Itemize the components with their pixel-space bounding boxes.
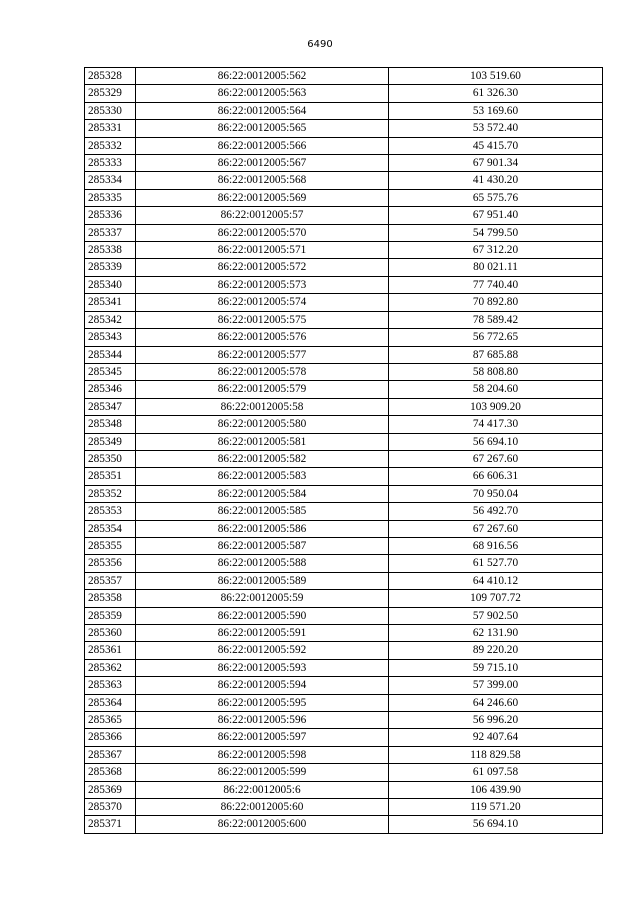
table-row xyxy=(85,363,603,380)
row-number-cell: 285352 xyxy=(85,485,136,502)
table-row xyxy=(85,172,603,189)
table-row xyxy=(85,572,603,589)
row-number-cell: 285369 xyxy=(85,781,136,798)
value-cell: 103 909.20 xyxy=(389,398,603,415)
table-row xyxy=(85,764,603,781)
value-cell: 92 407.64 xyxy=(389,729,603,746)
row-number-cell: 285329 xyxy=(85,85,136,102)
value-cell: 64 410.12 xyxy=(389,572,603,589)
table-row xyxy=(85,799,603,816)
cadastral-number-cell: 86:22:0012005:583 xyxy=(136,468,389,485)
value-cell: 80 021.11 xyxy=(389,259,603,276)
row-number-cell: 285330 xyxy=(85,102,136,119)
row-number-cell: 285365 xyxy=(85,712,136,729)
table-row xyxy=(85,398,603,415)
row-number-cell: 285351 xyxy=(85,468,136,485)
cadastral-number-cell: 86:22:0012005:591 xyxy=(136,625,389,642)
cadastral-number-cell: 86:22:0012005:589 xyxy=(136,572,389,589)
row-number-cell: 285354 xyxy=(85,520,136,537)
row-number-cell: 285366 xyxy=(85,729,136,746)
table-row xyxy=(85,294,603,311)
row-number-cell: 285370 xyxy=(85,799,136,816)
value-cell: 64 246.60 xyxy=(389,694,603,711)
table-row xyxy=(85,242,603,259)
cadastral-number-cell: 86:22:0012005:576 xyxy=(136,329,389,346)
row-number-cell: 285337 xyxy=(85,224,136,241)
table-row xyxy=(85,276,603,293)
cadastral-number-cell: 86:22:0012005:594 xyxy=(136,677,389,694)
row-number-cell: 285358 xyxy=(85,590,136,607)
value-cell: 56 996.20 xyxy=(389,712,603,729)
table-row xyxy=(85,503,603,520)
registry-table-body xyxy=(85,68,603,834)
table-row xyxy=(85,746,603,763)
value-cell: 87 685.88 xyxy=(389,346,603,363)
table-row xyxy=(85,329,603,346)
cadastral-number-cell: 86:22:0012005:586 xyxy=(136,520,389,537)
cadastral-number-cell: 86:22:0012005:562 xyxy=(136,68,389,85)
cadastral-number-cell: 86:22:0012005:564 xyxy=(136,102,389,119)
cadastral-number-cell: 86:22:0012005:575 xyxy=(136,311,389,328)
row-number-cell: 285361 xyxy=(85,642,136,659)
row-number-cell: 285331 xyxy=(85,120,136,137)
row-number-cell: 285367 xyxy=(85,746,136,763)
cadastral-number-cell: 86:22:0012005:587 xyxy=(136,537,389,554)
row-number-cell: 285328 xyxy=(85,68,136,85)
row-number-cell: 285364 xyxy=(85,694,136,711)
table-row xyxy=(85,68,603,85)
cadastral-number-cell: 86:22:0012005:569 xyxy=(136,189,389,206)
row-number-cell: 285332 xyxy=(85,137,136,154)
row-number-cell: 285335 xyxy=(85,189,136,206)
row-number-cell: 285342 xyxy=(85,311,136,328)
table-row xyxy=(85,381,603,398)
cadastral-number-cell: 86:22:0012005:590 xyxy=(136,607,389,624)
cadastral-number-cell: 86:22:0012005:572 xyxy=(136,259,389,276)
value-cell: 59 715.10 xyxy=(389,659,603,676)
row-number-cell: 285360 xyxy=(85,625,136,642)
value-cell: 78 589.42 xyxy=(389,311,603,328)
table-row xyxy=(85,450,603,467)
row-number-cell: 285349 xyxy=(85,433,136,450)
cadastral-number-cell: 86:22:0012005:574 xyxy=(136,294,389,311)
cadastral-number-cell: 86:22:0012005:593 xyxy=(136,659,389,676)
value-cell: 74 417.30 xyxy=(389,416,603,433)
row-number-cell: 285353 xyxy=(85,503,136,520)
row-number-cell: 285368 xyxy=(85,764,136,781)
cadastral-number-cell: 86:22:0012005:592 xyxy=(136,642,389,659)
row-number-cell: 285357 xyxy=(85,572,136,589)
row-number-cell: 285343 xyxy=(85,329,136,346)
value-cell: 58 808.80 xyxy=(389,363,603,380)
table-row xyxy=(85,520,603,537)
cadastral-number-cell: 86:22:0012005:58 xyxy=(136,398,389,415)
value-cell: 56 694.10 xyxy=(389,816,603,833)
table-row xyxy=(85,537,603,554)
row-number-cell: 285359 xyxy=(85,607,136,624)
value-cell: 67 901.34 xyxy=(389,155,603,172)
table-row xyxy=(85,659,603,676)
table-row xyxy=(85,781,603,798)
table-row xyxy=(85,625,603,642)
value-cell: 65 575.76 xyxy=(389,189,603,206)
cadastral-number-cell: 86:22:0012005:588 xyxy=(136,555,389,572)
table-row xyxy=(85,224,603,241)
value-cell: 61 326.30 xyxy=(389,85,603,102)
cadastral-number-cell: 86:22:0012005:597 xyxy=(136,729,389,746)
row-number-cell: 285345 xyxy=(85,363,136,380)
value-cell: 103 519.60 xyxy=(389,68,603,85)
value-cell: 45 415.70 xyxy=(389,137,603,154)
table-row xyxy=(85,416,603,433)
value-cell: 70 950.04 xyxy=(389,485,603,502)
cadastral-number-cell: 86:22:0012005:596 xyxy=(136,712,389,729)
table-row xyxy=(85,311,603,328)
row-number-cell: 285334 xyxy=(85,172,136,189)
row-number-cell: 285350 xyxy=(85,450,136,467)
row-number-cell: 285346 xyxy=(85,381,136,398)
value-cell: 62 131.90 xyxy=(389,625,603,642)
table-row xyxy=(85,207,603,224)
value-cell: 66 606.31 xyxy=(389,468,603,485)
cadastral-number-cell: 86:22:0012005:563 xyxy=(136,85,389,102)
row-number-cell: 285339 xyxy=(85,259,136,276)
cadastral-number-cell: 86:22:0012005:585 xyxy=(136,503,389,520)
value-cell: 56 694.10 xyxy=(389,433,603,450)
value-cell: 41 430.20 xyxy=(389,172,603,189)
value-cell: 53 572.40 xyxy=(389,120,603,137)
value-cell: 118 829.58 xyxy=(389,746,603,763)
table-row xyxy=(85,102,603,119)
value-cell: 56 492.70 xyxy=(389,503,603,520)
table-row xyxy=(85,607,603,624)
value-cell: 70 892.80 xyxy=(389,294,603,311)
value-cell: 67 267.60 xyxy=(389,450,603,467)
cadastral-number-cell: 86:22:0012005:600 xyxy=(136,816,389,833)
row-number-cell: 285333 xyxy=(85,155,136,172)
value-cell: 67 951.40 xyxy=(389,207,603,224)
cadastral-number-cell: 86:22:0012005:581 xyxy=(136,433,389,450)
table-row xyxy=(85,137,603,154)
cadastral-number-cell: 86:22:0012005:573 xyxy=(136,276,389,293)
table-row xyxy=(85,712,603,729)
cadastral-number-cell: 86:22:0012005:59 xyxy=(136,590,389,607)
table-row xyxy=(85,155,603,172)
cadastral-number-cell: 86:22:0012005:565 xyxy=(136,120,389,137)
value-cell: 61 527.70 xyxy=(389,555,603,572)
cadastral-number-cell: 86:22:0012005:6 xyxy=(136,781,389,798)
value-cell: 56 772.65 xyxy=(389,329,603,346)
row-number-cell: 285347 xyxy=(85,398,136,415)
value-cell: 54 799.50 xyxy=(389,224,603,241)
row-number-cell: 285356 xyxy=(85,555,136,572)
cadastral-number-cell: 86:22:0012005:566 xyxy=(136,137,389,154)
table-row xyxy=(85,642,603,659)
cadastral-number-cell: 86:22:0012005:584 xyxy=(136,485,389,502)
value-cell: 109 707.72 xyxy=(389,590,603,607)
table-row xyxy=(85,120,603,137)
cadastral-number-cell: 86:22:0012005:580 xyxy=(136,416,389,433)
cadastral-number-cell: 86:22:0012005:571 xyxy=(136,242,389,259)
page-number: 6490 xyxy=(307,39,333,50)
table-row xyxy=(85,259,603,276)
cadastral-number-cell: 86:22:0012005:578 xyxy=(136,363,389,380)
value-cell: 58 204.60 xyxy=(389,381,603,398)
value-cell: 77 740.40 xyxy=(389,276,603,293)
value-cell: 57 399.00 xyxy=(389,677,603,694)
table-row xyxy=(85,485,603,502)
table-row xyxy=(85,189,603,206)
table-row xyxy=(85,555,603,572)
value-cell: 106 439.90 xyxy=(389,781,603,798)
row-number-cell: 285363 xyxy=(85,677,136,694)
cadastral-number-cell: 86:22:0012005:570 xyxy=(136,224,389,241)
value-cell: 67 267.60 xyxy=(389,520,603,537)
cadastral-number-cell: 86:22:0012005:568 xyxy=(136,172,389,189)
row-number-cell: 285362 xyxy=(85,659,136,676)
row-number-cell: 285348 xyxy=(85,416,136,433)
value-cell: 53 169.60 xyxy=(389,102,603,119)
table-row xyxy=(85,346,603,363)
table-row xyxy=(85,468,603,485)
cadastral-number-cell: 86:22:0012005:579 xyxy=(136,381,389,398)
table-row xyxy=(85,816,603,833)
table-row xyxy=(85,85,603,102)
value-cell: 67 312.20 xyxy=(389,242,603,259)
table-row xyxy=(85,729,603,746)
table-row xyxy=(85,677,603,694)
cadastral-number-cell: 86:22:0012005:567 xyxy=(136,155,389,172)
row-number-cell: 285341 xyxy=(85,294,136,311)
table-row xyxy=(85,694,603,711)
cadastral-number-cell: 86:22:0012005:582 xyxy=(136,450,389,467)
cadastral-number-cell: 86:22:0012005:599 xyxy=(136,764,389,781)
table-row xyxy=(85,433,603,450)
cadastral-number-cell: 86:22:0012005:57 xyxy=(136,207,389,224)
value-cell: 119 571.20 xyxy=(389,799,603,816)
value-cell: 57 902.50 xyxy=(389,607,603,624)
row-number-cell: 285371 xyxy=(85,816,136,833)
registry-table xyxy=(84,67,603,834)
table-row xyxy=(85,590,603,607)
value-cell: 89 220.20 xyxy=(389,642,603,659)
row-number-cell: 285355 xyxy=(85,537,136,554)
value-cell: 68 916.56 xyxy=(389,537,603,554)
value-cell: 61 097.58 xyxy=(389,764,603,781)
row-number-cell: 285344 xyxy=(85,346,136,363)
cadastral-number-cell: 86:22:0012005:595 xyxy=(136,694,389,711)
row-number-cell: 285336 xyxy=(85,207,136,224)
cadastral-number-cell: 86:22:0012005:598 xyxy=(136,746,389,763)
cadastral-number-cell: 86:22:0012005:60 xyxy=(136,799,389,816)
cadastral-number-cell: 86:22:0012005:577 xyxy=(136,346,389,363)
row-number-cell: 285340 xyxy=(85,276,136,293)
row-number-cell: 285338 xyxy=(85,242,136,259)
